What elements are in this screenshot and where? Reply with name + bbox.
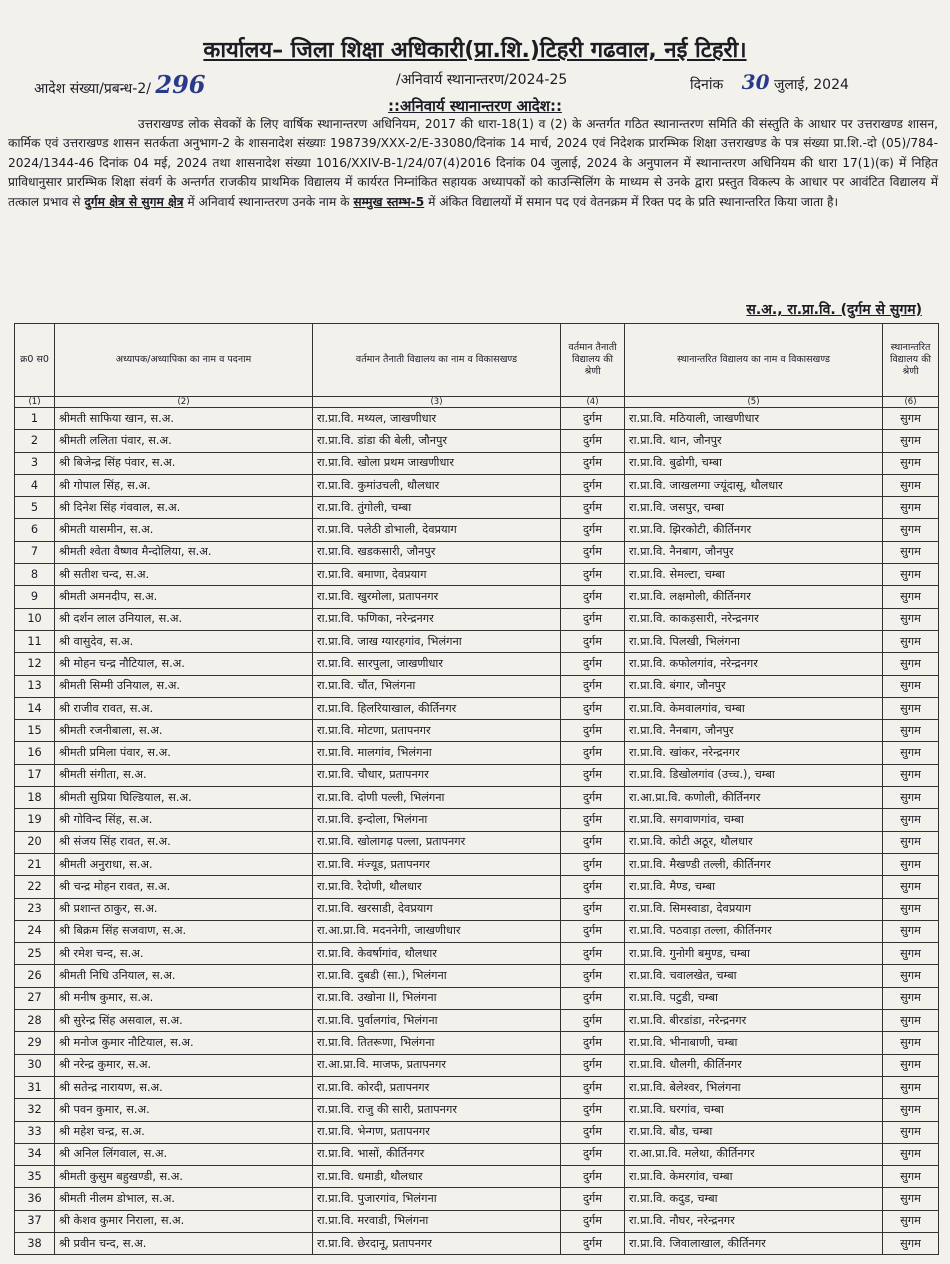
current-school: रा.प्रा.वि. इन्दोला, भिलंगना xyxy=(313,809,561,831)
current-school: रा.प्रा.वि. चौंत, भिलंगना xyxy=(313,675,561,697)
transferred-school: रा.आ.प्रा.वि. मलेथा, कीर्तिनगर xyxy=(625,1143,883,1165)
current-school: रा.प्रा.वि. रैदोणी, थौलधार xyxy=(313,876,561,898)
current-school: रा.आ.प्रा.वि. माजफ, प्रतापनगर xyxy=(313,1054,561,1076)
transferred-category: सुगम xyxy=(883,720,939,742)
table-row xyxy=(15,1010,939,1032)
current-school: रा.प्रा.वि. दोणी पल्ली, भिलंगना xyxy=(313,787,561,809)
serial-number: 2 xyxy=(15,430,55,452)
table-row xyxy=(15,586,939,608)
current-category: दुर्गम xyxy=(561,497,625,519)
teacher-name: श्रीमती प्रमिला पंवार, स.अ. xyxy=(55,742,313,764)
current-school: रा.प्रा.वि. धमाडी, थौलधार xyxy=(313,1166,561,1188)
transferred-school: रा.प्रा.वि. केमवालगांव, चम्बा xyxy=(625,697,883,719)
teacher-name: श्री चन्द्र मोहन रावत, स.अ. xyxy=(55,876,313,898)
teacher-name: श्री बिक्रम सिंह सजवाण, स.अ. xyxy=(55,920,313,942)
current-school: रा.प्रा.वि. राजु की सारी, प्रतापनगर xyxy=(313,1099,561,1121)
current-school: रा.प्रा.वि. दुबडी (सा.), भिलंगना xyxy=(313,965,561,987)
header-current-category: वर्तमान तैनाती विद्यालय की श्रेणी xyxy=(561,324,625,397)
current-category: दुर्गम xyxy=(561,920,625,942)
table-row xyxy=(15,742,939,764)
serial-number: 19 xyxy=(15,809,55,831)
teacher-name: श्रीमती निधि उनियाल, स.अ. xyxy=(55,965,313,987)
body-part-2: में अनिवार्य स्थानान्तरण उनके नाम के xyxy=(187,194,350,209)
table-row xyxy=(15,1210,939,1232)
serial-number: 23 xyxy=(15,898,55,920)
current-category: दुर्गम xyxy=(561,1076,625,1098)
table-row xyxy=(15,675,939,697)
transferred-school: रा.प्रा.वि. सगवाणगांव, चम्बा xyxy=(625,809,883,831)
current-school: रा.प्रा.वि. मालगांव, भिलंगना xyxy=(313,742,561,764)
serial-number: 14 xyxy=(15,697,55,719)
serial-number: 29 xyxy=(15,1032,55,1054)
table-row xyxy=(15,787,939,809)
transferred-category: सुगम xyxy=(883,965,939,987)
current-category: दुर्गम xyxy=(561,720,625,742)
body-part-3: में अंकित विद्यालयों में समान पद एवं वेतनक्रम में रिक्त पद के प्रति स्थानान्तरित किया जाता है। xyxy=(428,194,839,209)
column-number: (5) xyxy=(625,397,883,408)
table-row xyxy=(15,764,939,786)
column-number: (1) xyxy=(15,397,55,408)
table-row xyxy=(15,608,939,630)
current-school: रा.प्रा.वि. केवर्षागांव, थौलधार xyxy=(313,943,561,965)
transferred-school: रा.प्रा.वि. कदुड, चम्बा xyxy=(625,1188,883,1210)
serial-number: 15 xyxy=(15,720,55,742)
current-category: दुर्गम xyxy=(561,1054,625,1076)
table-row xyxy=(15,541,939,563)
serial-number: 22 xyxy=(15,876,55,898)
current-category: दुर्गम xyxy=(561,809,625,831)
transferred-category: सुगम xyxy=(883,675,939,697)
serial-number: 8 xyxy=(15,564,55,586)
table-row xyxy=(15,831,939,853)
current-category: दुर्गम xyxy=(561,898,625,920)
table-row xyxy=(15,965,939,987)
table-row xyxy=(15,720,939,742)
table-row xyxy=(15,519,939,541)
current-school: रा.प्रा.वि. उखोना II, भिलंगना xyxy=(313,987,561,1009)
serial-number: 18 xyxy=(15,787,55,809)
transferred-category: सुगम xyxy=(883,1032,939,1054)
current-category: दुर्गम xyxy=(561,474,625,496)
current-school: रा.प्रा.वि. भेन्गण, प्रतापनगर xyxy=(313,1121,561,1143)
teacher-name: श्रीमती अमनदीप, स.अ. xyxy=(55,586,313,608)
table-row xyxy=(15,876,939,898)
transferred-category: सुगम xyxy=(883,920,939,942)
current-category: दुर्गम xyxy=(561,653,625,675)
teacher-name: श्रीमती संगीता, स.अ. xyxy=(55,764,313,786)
serial-number: 37 xyxy=(15,1210,55,1232)
teacher-name: श्री प्रशान्त ठाकुर, स.अ. xyxy=(55,898,313,920)
table-row xyxy=(15,809,939,831)
teacher-name: श्रीमती साफिया खान, स.अ. xyxy=(55,408,313,430)
body-emphasis-1: दुर्गम क्षेत्र से सुगम क्षेत्र xyxy=(84,194,184,209)
body-part-1: उत्तराखण्ड लोक सेवकों के लिए वार्षिक स्थानान्तरण अधिनियम, 2017 की धारा-18(1) व (2) के अन्तर्गत गठित स्थानान्तरण समिति की संस्तुति के आधार पर उत्तराखण्ड शासन, कार्मिक एवं उत्तराखण्ड शासन सतर्कता अनुभाग-2 के शासनादेश संख्याः 198739/XXX-2/E-33080/दिनांक 14 मार्च, 2024 एवं निदेशक प्रारम्भिक शिक्षा उत्तराखण्ड के पत्र संख्या प्रा.शि.-दो (05)/784-2024/1344-46 दिनांक 04 मई, 2024 तथा शासनादेश संख्या 1016/XXIV-B-1/24/07(4)2016 दिनांक 04 जुलाई, 2024 के अनुपालन में स्थानान्तरण अधिनियम की धारा 17(1)(क) में निहित प्राविधानुसार प्रारम्भिक शिक्षा संवर्ग के अन्तर्गत राजकीय प्राथमिक विद्यालय में कार्यरत निम्नांकित सहायक अध्यापकों को काउन्सिलिंग के माध्यम से उनके द्वारा प्रस्तुत विकल्प के आधार पर आवंटित विद्यालय में तत्काल प्रभाव से xyxy=(8,117,938,209)
serial-number: 27 xyxy=(15,987,55,1009)
current-category: दुर्गम xyxy=(561,697,625,719)
current-school: रा.प्रा.वि. पुर्वालगांव, भिलंगना xyxy=(313,1010,561,1032)
current-school: रा.प्रा.वि. खुरमोला, प्रतापनगर xyxy=(313,586,561,608)
office-title: कार्यालय– जिला शिक्षा अधिकारी(प्रा.शि.)टिहरी गढवाल, नई टिहरी। xyxy=(203,38,747,63)
transferred-school: रा.प्रा.वि. पटुडी, चम्बा xyxy=(625,987,883,1009)
order-subject: ::अनिवार्य स्थानान्तरण आदेश:: xyxy=(388,97,562,115)
current-category: दुर्गम xyxy=(561,853,625,875)
transferred-category: सुगम xyxy=(883,497,939,519)
column-number: (3) xyxy=(313,397,561,408)
teacher-name: श्री रमेश चन्द, स.अ. xyxy=(55,943,313,965)
transferred-category: सुगम xyxy=(883,408,939,430)
transferred-category: सुगम xyxy=(883,742,939,764)
transferred-category: सुगम xyxy=(883,787,939,809)
current-school: रा.प्रा.वि. मंज्यूड, प्रतापनगर xyxy=(313,853,561,875)
current-category: दुर्गम xyxy=(561,742,625,764)
current-school: रा.प्रा.वि. तुंगोली, चम्बा xyxy=(313,497,561,519)
order-number-handwritten: 296 xyxy=(155,70,206,99)
transferred-school: रा.प्रा.वि. नैनबाग, जौनपुर xyxy=(625,720,883,742)
transferred-school: रा.प्रा.वि. नैनबाग, जौनपुर xyxy=(625,541,883,563)
table-row xyxy=(15,943,939,965)
current-category: दुर्गम xyxy=(561,1121,625,1143)
current-category: दुर्गम xyxy=(561,630,625,652)
transferred-category: सुगम xyxy=(883,474,939,496)
header-current-school: वर्तमान तैनाती विद्यालय का नाम व विकासखण्ड xyxy=(313,324,561,397)
serial-number: 31 xyxy=(15,1076,55,1098)
serial-number: 32 xyxy=(15,1099,55,1121)
teacher-name: श्री मनीष कुमार, स.अ. xyxy=(55,987,313,1009)
table-row xyxy=(15,1166,939,1188)
serial-number: 33 xyxy=(15,1121,55,1143)
serial-number: 28 xyxy=(15,1010,55,1032)
transferred-category: सुगम xyxy=(883,764,939,786)
transferred-category: सुगम xyxy=(883,586,939,608)
table-row xyxy=(15,987,939,1009)
transferred-category: सुगम xyxy=(883,853,939,875)
current-school: रा.प्रा.वि. सारपुला, जाखणीधार xyxy=(313,653,561,675)
transferred-category: सुगम xyxy=(883,630,939,652)
current-school: रा.प्रा.वि. जाख ग्यारहगांव, भिलंगना xyxy=(313,630,561,652)
table-row xyxy=(15,898,939,920)
serial-number: 24 xyxy=(15,920,55,942)
serial-number: 21 xyxy=(15,853,55,875)
teacher-name: श्री गोविन्द सिंह, स.अ. xyxy=(55,809,313,831)
table-row xyxy=(15,1032,939,1054)
transferred-school: रा.प्रा.वि. झिरकोटी, कीर्तिनगर xyxy=(625,519,883,541)
current-school: रा.प्रा.वि. डांडा की बेली, जौनपुर xyxy=(313,430,561,452)
current-school: रा.प्रा.वि. खोला प्रथम जाखणीधार xyxy=(313,452,561,474)
transferred-school: रा.प्रा.वि. सेमल्टा, चम्बा xyxy=(625,564,883,586)
serial-number: 10 xyxy=(15,608,55,630)
teacher-name: श्रीमती रजनीबाला, स.अ. xyxy=(55,720,313,742)
current-category: दुर्गम xyxy=(561,965,625,987)
transferred-category: सुगम xyxy=(883,1099,939,1121)
teacher-name: श्रीमती श्वेता वैष्णव मैन्दोलिया, स.अ. xyxy=(55,541,313,563)
transferred-school: रा.प्रा.वि. बीरडांडा, नरेन्द्रनगर xyxy=(625,1010,883,1032)
transferred-category: सुगम xyxy=(883,898,939,920)
teacher-name: श्री दर्शन लाल उनियाल, स.अ. xyxy=(55,608,313,630)
teacher-name: श्री संजय सिंह रावत, स.अ. xyxy=(55,831,313,853)
transferred-school: रा.प्रा.वि. काकड़सारी, नरेन्द्रनगर xyxy=(625,608,883,630)
current-school: रा.प्रा.वि. कुमांउचली, थौलधार xyxy=(313,474,561,496)
transferred-school: रा.प्रा.वि. जसपुर, चम्बा xyxy=(625,497,883,519)
body-emphasis-2: सम्मुख स्तम्भ-5 xyxy=(353,194,425,209)
transferred-school: रा.प्रा.वि. जिवालाखाल, कीर्तिनगर xyxy=(625,1232,883,1254)
teacher-name: श्री प्रवीन चन्द, स.अ. xyxy=(55,1232,313,1254)
current-category: दुर्गम xyxy=(561,876,625,898)
current-category: दुर्गम xyxy=(561,1166,625,1188)
column-number: (2) xyxy=(55,397,313,408)
teacher-name: श्री मनोज कुमार नौटियाल, स.अ. xyxy=(55,1032,313,1054)
serial-number: 13 xyxy=(15,675,55,697)
table-row xyxy=(15,1076,939,1098)
teacher-name: श्रीमती यासमीन, स.अ. xyxy=(55,519,313,541)
transferred-school: रा.प्रा.वि. घरगांव, चम्बा xyxy=(625,1099,883,1121)
serial-number: 5 xyxy=(15,497,55,519)
current-category: दुर्गम xyxy=(561,831,625,853)
current-category: दुर्गम xyxy=(561,675,625,697)
table-row xyxy=(15,653,939,675)
transferred-category: सुगम xyxy=(883,943,939,965)
table-row xyxy=(15,1054,939,1076)
teacher-name: श्री नरेन्द्र कुमार, स.अ. xyxy=(55,1054,313,1076)
transferred-category: सुगम xyxy=(883,608,939,630)
serial-number: 1 xyxy=(15,408,55,430)
table-row xyxy=(15,1121,939,1143)
teacher-name: श्री दिनेश सिंह गंववाल, स.अ. xyxy=(55,497,313,519)
transferred-category: सुगम xyxy=(883,831,939,853)
serial-number: 17 xyxy=(15,764,55,786)
current-school: रा.प्रा.वि. चौधार, प्रतापनगर xyxy=(313,764,561,786)
teacher-name: श्रीमती सुप्रिया घिल्डियाल, स.अ. xyxy=(55,787,313,809)
serial-number: 16 xyxy=(15,742,55,764)
current-category: दुर्गम xyxy=(561,1210,625,1232)
teacher-name: श्री सुरेन्द्र सिंह असवाल, स.अ. xyxy=(55,1010,313,1032)
transferred-school: रा.प्रा.वि. कोटी अठूर, थौलधार xyxy=(625,831,883,853)
transferred-category: सुगम xyxy=(883,564,939,586)
header-transferred-school: स्थानान्तरित विद्यालय का नाम व विकासखण्ड xyxy=(625,324,883,397)
current-school: रा.प्रा.वि. फणिका, नरेन्द्रनगर xyxy=(313,608,561,630)
current-school: रा.प्रा.वि. खरसाडी, देवप्रयाग xyxy=(313,898,561,920)
teacher-name: श्रीमती अनुराधा, स.अ. xyxy=(55,853,313,875)
current-school: रा.प्रा.वि. छेरदानू, प्रतापनगर xyxy=(313,1232,561,1254)
transferred-category: सुगम xyxy=(883,1188,939,1210)
current-school: रा.प्रा.वि. कोरदी, प्रतापनगर xyxy=(313,1076,561,1098)
current-school: रा.आ.प्रा.वि. मदननेगी, जाखणीधार xyxy=(313,920,561,942)
transferred-school: रा.प्रा.वि. चवालखेत, चम्बा xyxy=(625,965,883,987)
transferred-category: सुगम xyxy=(883,1076,939,1098)
serial-number: 26 xyxy=(15,965,55,987)
serial-number: 3 xyxy=(15,452,55,474)
transferred-school: रा.प्रा.वि. पठवाड़ा तल्ला, कीर्तिनगर xyxy=(625,920,883,942)
current-category: दुर्गम xyxy=(561,787,625,809)
transferred-category: सुगम xyxy=(883,1121,939,1143)
transferred-category: सुगम xyxy=(883,1054,939,1076)
current-school: रा.प्रा.वि. पुजारगांव, भिलंगना xyxy=(313,1188,561,1210)
transferred-school: रा.प्रा.वि. जाखलग्गा ज्यूंदासू, थौलधार xyxy=(625,474,883,496)
category-label: स.अ., रा.प्रा.वि. (दुर्गम से सुगम) xyxy=(746,302,922,318)
serial-number: 38 xyxy=(15,1232,55,1254)
transferred-school: रा.प्रा.वि. बुढोगी, चम्बा xyxy=(625,452,883,474)
table-row xyxy=(15,853,939,875)
serial-number: 25 xyxy=(15,943,55,965)
header-serial: क्र0 स0 xyxy=(15,324,55,397)
transferred-category: सुगम xyxy=(883,519,939,541)
transferred-school: रा.आ.प्रा.वि. कणोली, कीर्तिनगर xyxy=(625,787,883,809)
transferred-school: रा.प्रा.वि. खांकर, नरेन्द्रनगर xyxy=(625,742,883,764)
teacher-name: श्रीमती नीलम डोभाल, स.अ. xyxy=(55,1188,313,1210)
header-teacher-name: अध्यापक/अध्यापिका का नाम व पदनाम xyxy=(55,324,313,397)
transferred-school: रा.प्रा.वि. केमरगांव, चम्बा xyxy=(625,1166,883,1188)
table-row xyxy=(15,564,939,586)
table-row xyxy=(15,474,939,496)
transferred-school: रा.प्रा.वि. गुनोगी बमुण्ड, चम्बा xyxy=(625,943,883,965)
transferred-school: रा.प्रा.वि. मैखण्डी तल्ली, कीर्तिनगर xyxy=(625,853,883,875)
teacher-name: श्रीमती ललिता पंवार, स.अ. xyxy=(55,430,313,452)
current-category: दुर्गम xyxy=(561,608,625,630)
current-school: रा.प्रा.वि. तितरूणा, भिलंगना xyxy=(313,1032,561,1054)
transferred-category: सुगम xyxy=(883,876,939,898)
transferred-school: रा.प्रा.वि. लक्षमोली, कीर्तिनगर xyxy=(625,586,883,608)
order-number-line xyxy=(34,70,206,99)
transfer-table xyxy=(14,323,939,1255)
teacher-name: श्री गोपाल सिंह, स.अ. xyxy=(55,474,313,496)
serial-number: 36 xyxy=(15,1188,55,1210)
column-number: (4) xyxy=(561,397,625,408)
transferred-category: सुगम xyxy=(883,1010,939,1032)
table-row xyxy=(15,497,939,519)
table-header-row xyxy=(15,324,939,397)
transferred-school: रा.प्रा.वि. धौलगी, कीर्तिनगर xyxy=(625,1054,883,1076)
table-row xyxy=(15,452,939,474)
current-school: रा.प्रा.वि. मरवाडी, भिलंगना xyxy=(313,1210,561,1232)
table-row xyxy=(15,1099,939,1121)
current-category: दुर्गम xyxy=(561,541,625,563)
current-school: रा.प्रा.वि. बमाणा, देवप्रयाग xyxy=(313,564,561,586)
order-prefix: आदेश संख्या/प्रबन्ध-2/ xyxy=(34,81,151,97)
table-row xyxy=(15,430,939,452)
table-row xyxy=(15,1143,939,1165)
serial-number: 6 xyxy=(15,519,55,541)
teacher-name: श्री सतीश चन्द, स.अ. xyxy=(55,564,313,586)
current-category: दुर्गम xyxy=(561,1143,625,1165)
transferred-category: सुगम xyxy=(883,541,939,563)
transferred-school: रा.प्रा.वि. भीनाबाणी, चम्बा xyxy=(625,1032,883,1054)
current-school: रा.प्रा.वि. खोलागढ़ पल्ला, प्रतापनगर xyxy=(313,831,561,853)
teacher-name: श्री वासुदेव, स.अ. xyxy=(55,630,313,652)
date-line xyxy=(690,70,849,94)
table-row xyxy=(15,920,939,942)
teacher-name: श्री महेश चन्द्र, स.अ. xyxy=(55,1121,313,1143)
current-school: रा.प्रा.वि. मोटणा, प्रतापनगर xyxy=(313,720,561,742)
teacher-name: श्री राजीव रावत, स.अ. xyxy=(55,697,313,719)
transferred-school: रा.प्रा.वि. नौघर, नरेन्द्रनगर xyxy=(625,1210,883,1232)
transferred-school: रा.प्रा.वि. बेलेश्वर, भिलंगना xyxy=(625,1076,883,1098)
transferred-school: रा.प्रा.वि. बौड, चम्बा xyxy=(625,1121,883,1143)
current-category: दुर्गम xyxy=(561,586,625,608)
current-category: दुर्गम xyxy=(561,1099,625,1121)
current-category: दुर्गम xyxy=(561,564,625,586)
serial-number: 7 xyxy=(15,541,55,563)
date-rest: जुलाई, 2024 xyxy=(773,77,849,93)
teacher-name: श्रीमती कुसुम बहुखण्डी, स.अ. xyxy=(55,1166,313,1188)
serial-number: 30 xyxy=(15,1054,55,1076)
table-row xyxy=(15,630,939,652)
table-row xyxy=(15,697,939,719)
serial-number: 12 xyxy=(15,653,55,675)
table-row xyxy=(15,1188,939,1210)
current-category: दुर्गम xyxy=(561,408,625,430)
transferred-category: सुगम xyxy=(883,697,939,719)
current-category: दुर्गम xyxy=(561,1188,625,1210)
transferred-school: रा.प्रा.वि. मठियाली, जाखणीधार xyxy=(625,408,883,430)
transferred-category: सुगम xyxy=(883,653,939,675)
current-category: दुर्गम xyxy=(561,519,625,541)
transferred-category: सुगम xyxy=(883,809,939,831)
transferred-category: सुगम xyxy=(883,1210,939,1232)
serial-number: 4 xyxy=(15,474,55,496)
transferred-school: रा.प्रा.वि. बंगार, जौनपुर xyxy=(625,675,883,697)
current-category: दुर्गम xyxy=(561,1032,625,1054)
current-school: रा.प्रा.वि. भासों, कीर्तिनगर xyxy=(313,1143,561,1165)
teacher-name: श्री अनिल लिंगवाल, स.अ. xyxy=(55,1143,313,1165)
order-middle: /अनिवार्य स्थानान्तरण/2024-25 xyxy=(396,72,568,88)
table-row xyxy=(15,408,939,430)
teacher-name: श्री पवन कुमार, स.अ. xyxy=(55,1099,313,1121)
current-school: रा.प्रा.वि. खडकसारी, जौनपुर xyxy=(313,541,561,563)
current-category: दुर्गम xyxy=(561,764,625,786)
teacher-name: श्री सतेन्द्र नारायण, स.अ. xyxy=(55,1076,313,1098)
column-number-row xyxy=(15,397,939,408)
transferred-category: सुगम xyxy=(883,1232,939,1254)
transferred-school: रा.प्रा.वि. थान, जौनपुर xyxy=(625,430,883,452)
order-body xyxy=(8,115,938,212)
current-school: रा.प्रा.वि. मथ्यल, जाखणीधार xyxy=(313,408,561,430)
current-category: दुर्गम xyxy=(561,1010,625,1032)
header-transferred-category: स्थानान्तरित विद्यालय की श्रेणी xyxy=(883,324,939,397)
transferred-category: सुगम xyxy=(883,452,939,474)
transferred-school: रा.प्रा.वि. मैण्ड, चम्बा xyxy=(625,876,883,898)
teacher-name: श्री बिजेन्द्र सिंह पंवार, स.अ. xyxy=(55,452,313,474)
transferred-category: सुगम xyxy=(883,1143,939,1165)
transferred-category: सुगम xyxy=(883,430,939,452)
current-school: रा.प्रा.वि. पलेठी डोभाली, देवप्रयाग xyxy=(313,519,561,541)
teacher-name: श्री केशव कुमार निराला, स.अ. xyxy=(55,1210,313,1232)
date-day-handwritten: 30 xyxy=(741,70,770,94)
transferred-school: रा.प्रा.वि. डिखोलगांव (उच्च.), चम्बा xyxy=(625,764,883,786)
column-number: (6) xyxy=(883,397,939,408)
teacher-name: श्री मोहन चन्द्र नौटियाल, स.अ. xyxy=(55,653,313,675)
transferred-category: सुगम xyxy=(883,1166,939,1188)
date-label: दिनांक xyxy=(690,77,724,93)
current-school: रा.प्रा.वि. हिलरियाखाल, कीर्तिनगर xyxy=(313,697,561,719)
transferred-category: सुगम xyxy=(883,987,939,1009)
serial-number: 11 xyxy=(15,630,55,652)
current-category: दुर्गम xyxy=(561,1232,625,1254)
serial-number: 20 xyxy=(15,831,55,853)
current-category: दुर्गम xyxy=(561,452,625,474)
serial-number: 34 xyxy=(15,1143,55,1165)
teacher-name: श्रीमती सिम्मी उनियाल, स.अ. xyxy=(55,675,313,697)
table-row xyxy=(15,1232,939,1254)
transferred-school: रा.प्रा.वि. पिलखी, भिलंगना xyxy=(625,630,883,652)
transferred-school: रा.प्रा.वि. कफोलगांव, नरेन्द्रनगर xyxy=(625,653,883,675)
transferred-school: रा.प्रा.वि. सिमस्वाडा, देवप्रयाग xyxy=(625,898,883,920)
serial-number: 9 xyxy=(15,586,55,608)
current-category: दुर्गम xyxy=(561,943,625,965)
serial-number: 35 xyxy=(15,1166,55,1188)
current-category: दुर्गम xyxy=(561,430,625,452)
current-category: दुर्गम xyxy=(561,987,625,1009)
